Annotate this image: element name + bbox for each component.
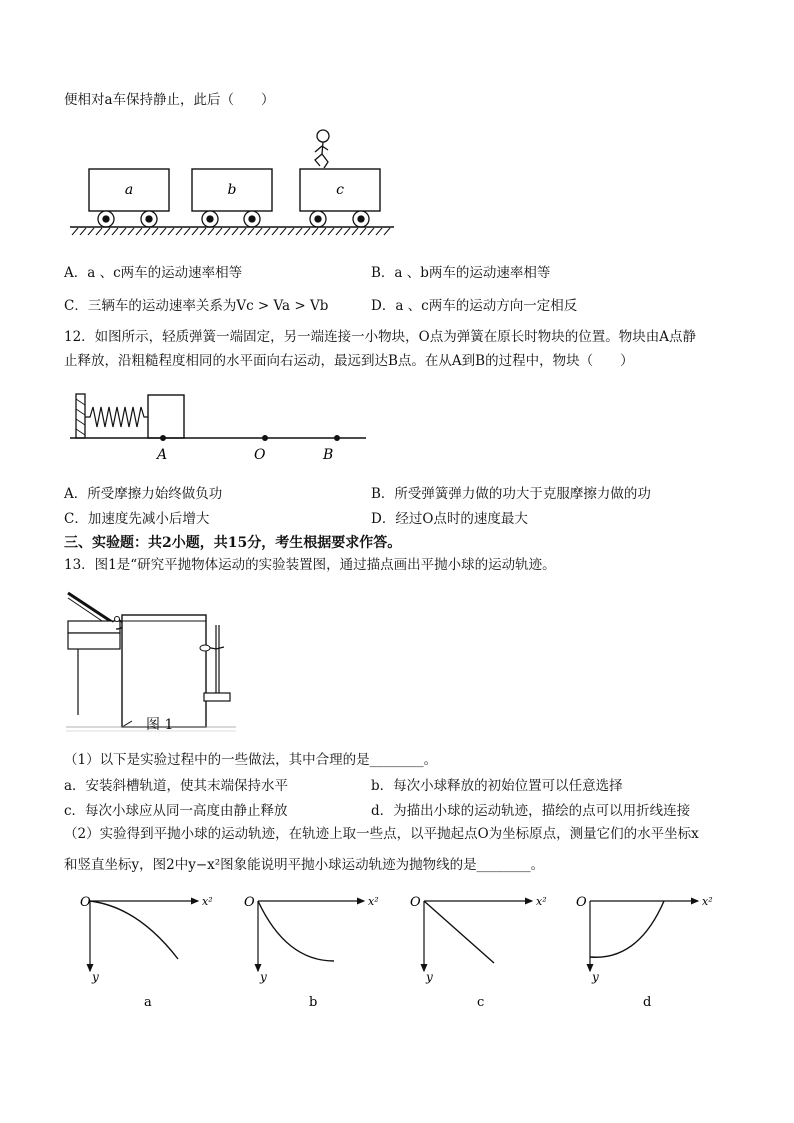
graph-c <box>410 895 547 1010</box>
graph-a-curve <box>90 901 178 959</box>
q13-sub1-option-b: b．每次小球释放的初始位置可以任意选择 <box>371 778 623 794</box>
graph-b-origin: O <box>244 895 255 910</box>
q12-line2: 止释放，沿粗糙程度相同的水平面向右运动，最远到达B点。在从A到B的过程中，物块（ ） <box>64 353 634 369</box>
person-figure <box>315 130 329 168</box>
section-3-title: 三、实验题：共2小题，共15分，考生根据要求作答。 <box>64 535 402 551</box>
point-a-label: A <box>157 447 168 463</box>
q12-option-d: D．经过O点时的速度最大 <box>371 511 528 527</box>
q13-sub2-line2: 和竖直坐标y，图2中y−x²图象能说明平抛小球运动轨迹为抛物线的是________。 <box>64 857 545 873</box>
graph-c-xlabel: x² <box>536 895 547 908</box>
q12-line1: 12．如图所示，轻质弹簧一端固定，另一端连接一小物块，O点为弹簧在原长时物块的位置。物块由A点静 <box>64 329 696 345</box>
q13-intro: 13．图1是“研究平抛物体运动的实验装置图，通过描点画出平抛小球的运动轨迹。 <box>64 557 556 573</box>
cars-figure <box>60 122 400 252</box>
apparatus-figure <box>66 585 246 735</box>
q13-sub1-option-a: a．安装斜槽轨道，使其末端保持水平 <box>64 778 289 794</box>
point-b <box>334 435 340 441</box>
q13-sub2-line1: （2）实验得到平抛小球的运动轨迹，在轨迹上取一些点，以平抛起点O为坐标原点，测量它们的水平坐标x <box>64 826 699 842</box>
graph-c-origin: O <box>410 895 421 910</box>
block <box>148 395 184 438</box>
q13-sub1-option-d: d．为描出小球的运动轨迹，描绘的点可以用折线连接 <box>371 803 691 819</box>
graph-a-ylabel: y <box>92 970 99 984</box>
graph-d-xlabel: x² <box>702 895 713 908</box>
graphs-figure <box>78 885 728 1015</box>
q11-option-d: D．a 、c两车的运动方向一定相反 <box>371 298 578 314</box>
figure-1-label: 图 1 <box>146 717 174 733</box>
q12-option-b: B．所受弹簧弹力做的功大于克服摩擦力做的功 <box>371 486 651 502</box>
graph-d-ylabel: y <box>592 970 599 984</box>
graph-b-caption: b <box>309 995 318 1010</box>
q13-sub1: （1）以下是实验过程中的一些做法，其中合理的是________。 <box>64 752 438 768</box>
car-b-label: b <box>227 182 237 198</box>
graph-d <box>576 895 713 1010</box>
graph-d-curve <box>590 901 664 957</box>
car-c-label: c <box>336 182 344 198</box>
spring <box>85 407 148 427</box>
graph-b <box>244 895 379 1010</box>
graph-c-line <box>424 901 494 963</box>
graph-a-xlabel: x² <box>202 895 213 908</box>
q12-option-c: C．加速度先减小后增大 <box>64 511 210 527</box>
q12-option-a: A．所受摩擦力始终做负功 <box>64 486 223 502</box>
point-a <box>160 435 166 441</box>
spring-figure <box>66 385 376 465</box>
graph-b-xlabel: x² <box>368 895 379 908</box>
wall <box>76 394 85 438</box>
q11-option-a: A．a 、c两车的运动速率相等 <box>64 265 243 281</box>
q11-option-c: C．三辆车的运动速率关系为Vc > Va > Vb <box>64 298 329 314</box>
graph-b-curve <box>258 901 334 961</box>
graph-c-caption: c <box>477 995 485 1010</box>
car-a-label: a <box>124 182 134 198</box>
graph-a <box>80 895 213 1010</box>
graph-b-ylabel: y <box>260 970 267 984</box>
ground-hatch <box>72 228 390 235</box>
point-o <box>262 435 268 441</box>
point-o-label: O <box>254 447 266 463</box>
graph-a-caption: a <box>144 995 152 1010</box>
graph-a-origin: O <box>80 895 91 910</box>
graph-d-caption: d <box>643 995 652 1010</box>
q11-tail: 便相对a车保持静止，此后（ ） <box>64 92 275 108</box>
q13-sub1-option-c: c．每次小球应从同一高度由静止释放 <box>64 803 288 819</box>
graph-d-origin: O <box>576 895 587 910</box>
q11-option-b: B．a 、b两车的运动速率相等 <box>371 265 551 281</box>
graph-c-ylabel: y <box>426 970 433 984</box>
point-b-label: B <box>323 447 334 463</box>
wheels <box>98 211 369 227</box>
